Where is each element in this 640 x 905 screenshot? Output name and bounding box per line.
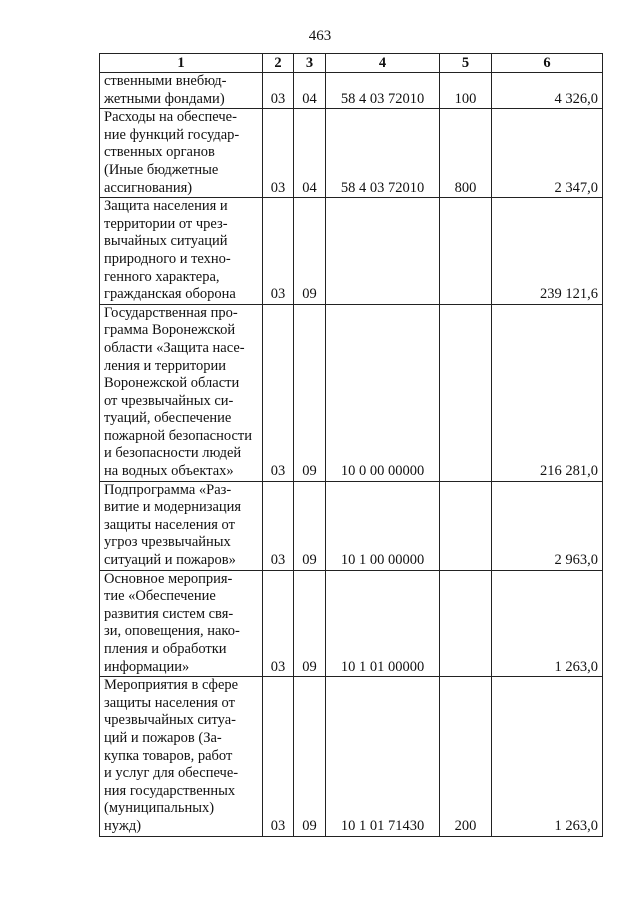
subsection-code-cell: 09 [294, 570, 326, 677]
table-row [100, 198, 603, 305]
section-code-cell: 03 [263, 109, 294, 198]
table-row [100, 73, 603, 109]
target-article-cell: 58 4 03 72010 [326, 73, 440, 109]
expense-name-line: и безопасности людей [104, 445, 242, 462]
subsection-code-cell: 09 [294, 198, 326, 305]
expense-name-line: тие «Обеспечение [104, 588, 216, 605]
column-header: 5 [440, 54, 492, 73]
expense-name-line: Подпрограмма «Раз- [104, 481, 232, 498]
expense-name-line: грамма Воронежской [104, 322, 236, 339]
expense-name-line: ния государственных [104, 782, 236, 799]
expense-name-cell [100, 109, 263, 198]
column-header: 4 [326, 54, 440, 73]
section-code-cell: 03 [263, 198, 294, 305]
expense-name-line: Основное мероприя- [104, 570, 233, 587]
amount-cell: 239 121,6 [492, 198, 603, 305]
expense-name-line: Защита населения и [104, 198, 228, 215]
expense-type-cell: 100 [440, 73, 492, 109]
expense-name-line: и услуг для обеспече- [104, 765, 239, 782]
expense-name-line: Расходы на обеспече- [104, 109, 237, 126]
section-code-cell: 03 [263, 677, 294, 836]
expense-name-line: Мероприятия в сфере [104, 677, 239, 694]
table-body [100, 73, 603, 837]
expense-name-line: территории от чрез- [104, 215, 228, 232]
expense-name-line: ассигнования) [104, 179, 193, 196]
subsection-code-cell: 04 [294, 73, 326, 109]
expense-name-line: генного характера, [104, 268, 220, 285]
target-article-cell: 10 1 01 71430 [326, 677, 440, 836]
table-row [100, 304, 603, 481]
expense-name-line: ситуаций и пожаров» [104, 552, 236, 569]
column-header: 1 [100, 54, 263, 73]
target-article-cell: 10 1 01 00000 [326, 570, 440, 677]
expense-name-line: защиты населения от [104, 694, 235, 711]
expense-name-line: ние функций государ- [104, 126, 240, 143]
section-code-cell: 03 [263, 304, 294, 481]
expense-name-line: защиты населения от [104, 516, 235, 533]
target-article-cell: 10 0 00 00000 [326, 304, 440, 481]
expense-name-line: нужд) [104, 817, 142, 834]
expense-name-cell [100, 481, 263, 570]
subsection-code-cell: 09 [294, 304, 326, 481]
table-row [100, 677, 603, 836]
expense-type-cell: 200 [440, 677, 492, 836]
expense-name-cell [100, 677, 263, 836]
section-code-cell: 03 [263, 570, 294, 677]
expense-name-line: ственных органов [104, 144, 215, 161]
expense-type-cell [440, 304, 492, 481]
expense-name-line: ственными внебюд- [104, 73, 227, 89]
expense-name-cell [100, 304, 263, 481]
expense-name-line: ций и пожаров (За- [104, 729, 222, 746]
subsection-code-cell: 09 [294, 481, 326, 570]
expense-name-line: ления и территории [104, 357, 227, 374]
column-header: 3 [294, 54, 326, 73]
amount-cell: 1 263,0 [492, 677, 603, 836]
subsection-code-cell: 09 [294, 677, 326, 836]
expense-name-line: жетными фондами) [104, 90, 225, 107]
expense-name-line: Воронежской области [104, 375, 240, 392]
expense-name-line: (муниципальных) [104, 800, 215, 817]
expense-name-line: угроз чрезвычайных [104, 534, 231, 551]
column-header: 2 [263, 54, 294, 73]
expense-name-line: Государственная про- [104, 304, 238, 321]
expense-name-line: пожарной безопасности [104, 427, 252, 444]
expense-name-line: вычайных ситуаций [104, 233, 228, 250]
expense-type-cell [440, 481, 492, 570]
expense-type-cell [440, 198, 492, 305]
amount-cell: 2 963,0 [492, 481, 603, 570]
expense-name-line: на водных объектах» [104, 463, 234, 480]
expense-name-cell [100, 570, 263, 677]
target-article-cell [326, 198, 440, 305]
expense-name-line: природного и техно- [104, 250, 231, 267]
column-header: 6 [492, 54, 603, 73]
expense-name-line: информации» [104, 658, 190, 675]
expense-name-line: развития систем свя- [104, 605, 234, 622]
expense-name-line: зи, оповещения, нако- [104, 623, 240, 640]
amount-cell: 4 326,0 [492, 73, 603, 109]
expense-name-cell [100, 198, 263, 305]
expense-name-line: витие и модернизация [104, 499, 242, 516]
table-row [100, 109, 603, 198]
expense-name-cell [100, 73, 263, 109]
expense-name-line: от чрезвычайных си- [104, 392, 234, 409]
expense-name-line: купка товаров, работ [104, 747, 233, 764]
section-code-cell: 03 [263, 481, 294, 570]
page-number: 463 [308, 28, 332, 44]
table-row [100, 481, 603, 570]
expense-name-line: пления и обработки [104, 641, 227, 657]
expense-type-cell [440, 570, 492, 677]
target-article-cell: 10 1 00 00000 [326, 481, 440, 570]
table-row [100, 570, 603, 677]
amount-cell: 1 263,0 [492, 570, 603, 677]
section-code-cell: 03 [263, 73, 294, 109]
amount-cell: 2 347,0 [492, 109, 603, 198]
amount-cell: 216 281,0 [492, 304, 603, 481]
target-article-cell: 58 4 03 72010 [326, 109, 440, 198]
expense-name-line: (Иные бюджетные [104, 161, 219, 178]
table-header-row [100, 54, 603, 73]
expense-name-line: гражданская оборона [104, 286, 236, 303]
expense-name-line: туаций, обеспечение [104, 410, 232, 427]
expense-type-cell: 800 [440, 109, 492, 198]
subsection-code-cell: 04 [294, 109, 326, 198]
expense-name-line: области «Защита насе- [104, 339, 245, 356]
expense-name-line: чрезвычайных ситуа- [104, 712, 237, 729]
budget-table [99, 53, 603, 837]
